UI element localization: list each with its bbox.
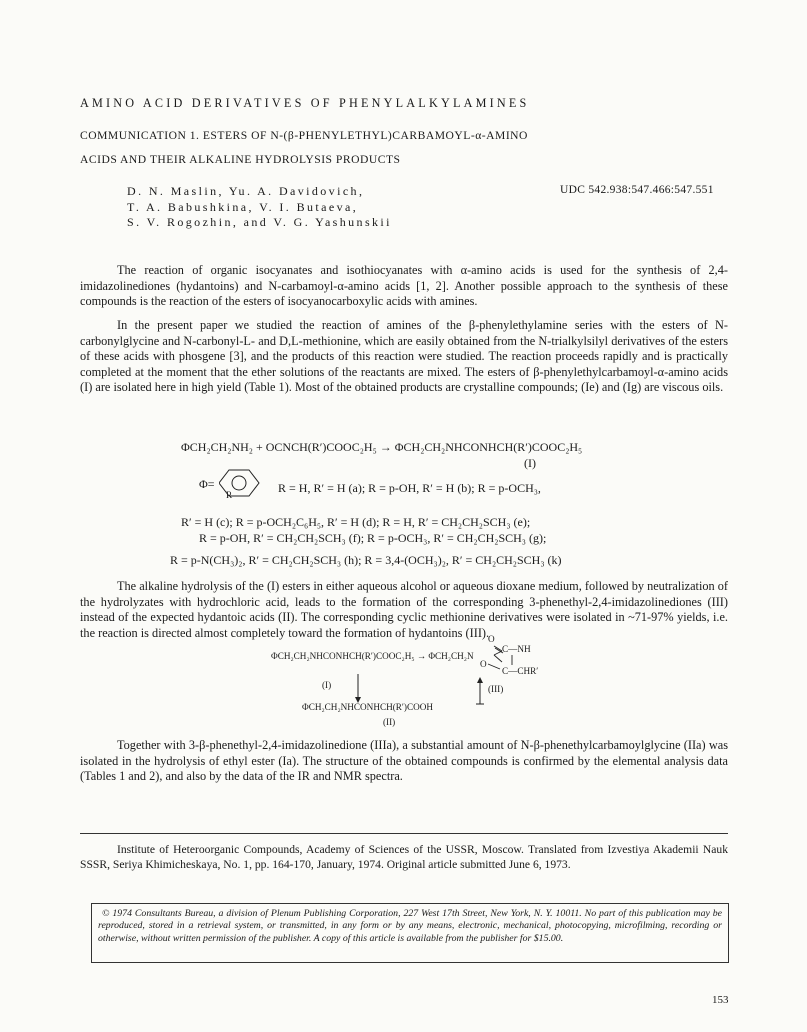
paragraph-text: In the present paper we studied the reaction of amines of the β-phenylethylamine series with the esters of N-carbonylglycine and N-carbonyl-L- and D,L-methionine, which are easily obtained from the N-trialkylsilyl derivatives of the esters of these acids with phosgene [3], and the products of this reaction were studied. The reaction proceeds rapidly and is practically completed at the moment that the ether solutions of the reactants are mixed. The esters of β-phenylethylcarbamoyl-α-amino acids (I) are isolated here in high yield (Table 1). Most of the obtained products are crystalline compounds; (Ie) and (Ig) are viscous oils. bbox=[80, 318, 728, 395]
series-heading: AMINO ACID DERIVATIVES OF PHENYLALKYLAMINES bbox=[80, 96, 530, 110]
paragraph-text: The alkaline hydrolysis of the (I) esters in either aqueous alcohol or aqueous dioxane medium, followed by neutralization of the hydrolyzates with hydrochloric acid, leads to the formation of the corresponding 3-phenethyl-2,4-imidazolinediones (III) instead of the expected hydantoic acids (II). The corresponding cyclic methionine derivatives were isolated in ~71-97% yields, i.e. the reaction is directed almost completely toward the formation of hydantoins (III). bbox=[80, 579, 728, 640]
scheme2-ring-top: C—NH bbox=[502, 644, 531, 654]
paragraph-text: The reaction of organic isocyanates and isothiocyanates with α-amino acids is used for the synthesis of 2,4-imidazolinediones (hydantoins) and N-carbamoyl-α-amino acids [1, 2]. Another possible approach to the synthesis of these compounds is the reaction of the esters of isocyanocarboxylic acids with amines. bbox=[80, 263, 728, 309]
page-number: 153 bbox=[712, 994, 729, 1006]
copyright-text: © 1974 Consultants Bureau, a division of Plenum Publishing Corporation, 227 West 17th Street, New York, N. Y. 10011. No part of this publication may be reproduced, stored in a retrieval system, or transmitted, in any form or by any means, electronic, mechanical, photocopying, microfilming, recording or otherwise, without written permission of the publisher. A copy of this article is available from the publisher for $15.00. bbox=[98, 908, 722, 944]
paragraph-intro bbox=[80, 263, 728, 310]
copyright-box bbox=[91, 903, 729, 963]
author-line: D. N. Maslin, Yu. A. Davidovich, bbox=[127, 184, 365, 198]
paragraph-hydrolysis bbox=[80, 579, 728, 641]
scheme2-label-I: (I) bbox=[322, 680, 332, 690]
article-title-line-1: COMMUNICATION 1. ESTERS OF N-(β-PHENYLETHYL)CARBAMOYL-α-AMINO bbox=[80, 129, 528, 142]
scheme2-label-II: (II) bbox=[383, 717, 396, 727]
udc-code: UDC 542.938:547.466:547.551 bbox=[560, 184, 714, 196]
paragraph-text: Together with 3-β-phenethyl-2,4-imidazolinedione (IIIa), a substantial amount of N-β-phenethylcarbamoylglycine (IIa) was isolated in the hydrolysis of ethyl ester (Ia). The structure of the obtained compounds is confirmed by the elemental analysis data (Tables 1 and 2), and also by the data of the IR and NMR spectra. bbox=[80, 738, 728, 784]
paragraph-method bbox=[80, 318, 728, 396]
scheme1-reaction: ΦCH₂CH₂NH₂ + OCNCH(R′)COOC₂H₅ → ΦCH₂CH₂NHCONHCH(R′)COOC₂H₅ bbox=[181, 440, 583, 454]
author-list bbox=[127, 184, 392, 231]
scheme2-ring-O-bottom: O bbox=[480, 659, 487, 669]
scheme2-label-III: (III) bbox=[488, 684, 504, 694]
phi-definition: Φ= bbox=[199, 477, 215, 491]
footnote bbox=[80, 843, 728, 873]
substituent-defs-2: R′ = H (c); R = p-OCH₂C₆H₅, R′ = H (d); R = H, R′ = CH₂CH₂SCH₃ (e); bbox=[181, 515, 531, 529]
author-line: T. A. Babushkina, V. I. Butaeva, bbox=[127, 199, 359, 214]
phi-substituent: R bbox=[226, 490, 233, 500]
footnote-text: Institute of Heteroorganic Compounds, Academy of Sciences of the USSR, Moscow. Translated from Izvestiya Akademii Nauk SSSR, Seriya Khimicheskaya, No. 1, pp. 164-170, January, 1974. Original article submitted June 6, 1973. bbox=[80, 843, 728, 871]
substituent-defs-1: R = H, R′ = H (a); R = p-OH, R′ = H (b); R = p-OCH₃, bbox=[278, 481, 541, 495]
scheme1-label-I: (I) bbox=[524, 456, 536, 470]
scheme2-left: ΦCH₂CH₂NHCONHCH(R′)COOC₂H₅ → ΦCH₂CH₂N bbox=[271, 651, 474, 661]
author-line: S. V. Rogozhin, and V. G. Yashunskii bbox=[127, 215, 392, 229]
substituent-defs-4: R = p-N(CH₃)₂, R′ = CH₂CH₂SCH₃ (h); R = 3,4-(OCH₃)₂, R′ = CH₂CH₂SCH₃ (k) bbox=[170, 553, 562, 567]
substituent-defs-3: R = p-OH, R′ = CH₂CH₂SCH₃ (f); R = p-OCH₃, R′ = CH₂CH₂SCH₃ (g); bbox=[199, 531, 547, 545]
footnote-divider bbox=[80, 833, 728, 834]
article-title-line-2: ACIDS AND THEIR ALKALINE HYDROLYSIS PRODUCTS bbox=[80, 153, 401, 166]
scheme2-ring-bottom: C—CHR′ bbox=[502, 666, 539, 676]
scheme2-ring-O-top: O bbox=[488, 634, 495, 644]
paragraph-results bbox=[80, 738, 728, 785]
scheme2-bottom: ΦCH₂CH₂NHCONHCH(R′)COOH bbox=[302, 702, 434, 712]
